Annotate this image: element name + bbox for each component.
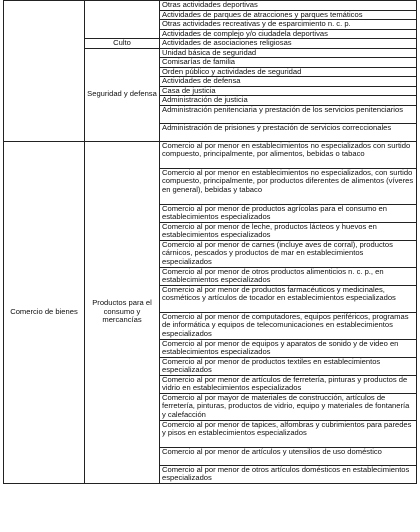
activity-cell: Comercio al por mayor de materiales de construcción, artículos de ferretería, pinturas, productos de vidrio, equipo y materiales de fontanería y calefacción [160, 393, 417, 420]
activity-cell: Comercio al por menor de equipos y aparatos de sonido y de video en establecimientos especializados [160, 339, 417, 357]
activity-cell: Comercio al por menor de otros productos alimenticios n. c. p., en establecimientos especializados [160, 267, 417, 285]
activity-cell: Comercio al por menor de productos agrícolas para el consumo en establecimientos especializados [160, 204, 417, 222]
table-row [4, 1, 417, 11]
activity-cell: Comercio al por menor de tapices, alfombras y cubrimientos para paredes y pisos en establecimientos especializados [160, 420, 417, 447]
activity-cell: Comercio al por menor de productos textiles en establecimientos especializados [160, 357, 417, 375]
activity-cell: Comercio al por menor de productos farmacéuticos y medicinales, cosméticos y artículos de tocador en establecimientos especializados [160, 285, 417, 312]
activity-cell: Actividades de parques de atracciones y parques temáticos [160, 10, 417, 20]
activity-cell: Actividades de complejo y/o ciudadela deportivas [160, 29, 417, 39]
activities-table [3, 0, 417, 484]
subcategory-cell [85, 1, 160, 39]
activity-cell: Comercio al por menor en establecimientos no especializados con surtido compuesto, principalmente, por alimentos, bebidas o tabaco [160, 141, 417, 168]
activity-cell: Comercio al por menor de leche, productos lácteos y huevos en establecimientos especializados [160, 222, 417, 240]
activity-cell: Comercio al por menor en establecimientos no especializados, con surtido compuesto, principalmente, por productos diferentes de alimentos (víveres en general), bebidas y tabaco [160, 168, 417, 204]
activity-cell: Actividades de defensa [160, 77, 417, 87]
category-cell [4, 1, 85, 142]
activity-cell: Actividades de asociaciones religiosas [160, 39, 417, 49]
activity-cell: Comercio al por menor de artículos de ferretería, pinturas y productos de vidrio en establecimientos especializados [160, 375, 417, 393]
activities-table-body [4, 1, 417, 484]
activity-cell: Orden público y actividades de seguridad [160, 67, 417, 77]
activity-cell: Otras actividades recreativas y de esparcimiento n. c. p. [160, 20, 417, 30]
activity-cell: Comisarías de familia [160, 58, 417, 68]
activity-cell: Administración de prisiones y prestación de servicios correccionales [160, 123, 417, 141]
table-row [4, 141, 417, 168]
activity-cell: Unidad básica de seguridad [160, 48, 417, 58]
activity-cell: Casa de justicia [160, 86, 417, 96]
subcategory-cell: Seguridad y defensa [85, 48, 160, 141]
activity-cell: Comercio al por menor de otros artículos domésticos en establecimientos especializados [160, 465, 417, 483]
activity-cell: Comercio al por menor de artículos y utensilios de uso doméstico [160, 447, 417, 465]
activity-cell: Comercio al por menor de computadores, equipos periféricos, programas de informática y equipos de telecomunicaciones en establecimientos especializados [160, 312, 417, 339]
activity-cell: Otras actividades deportivas [160, 1, 417, 11]
activity-cell: Administración penitenciaria y prestación de los servicios penitenciarios [160, 105, 417, 123]
activity-cell: Comercio al por menor de carnes (incluye aves de corral), productos cárnicos, pescados y productos de mar en establecimientos especializados [160, 240, 417, 267]
category-cell: Comercio de bienes [4, 141, 85, 483]
subcategory-cell: Productos para el consumo y mercancías [85, 141, 160, 483]
activity-cell: Administración de justicia [160, 96, 417, 106]
subcategory-cell: Culto [85, 39, 160, 49]
